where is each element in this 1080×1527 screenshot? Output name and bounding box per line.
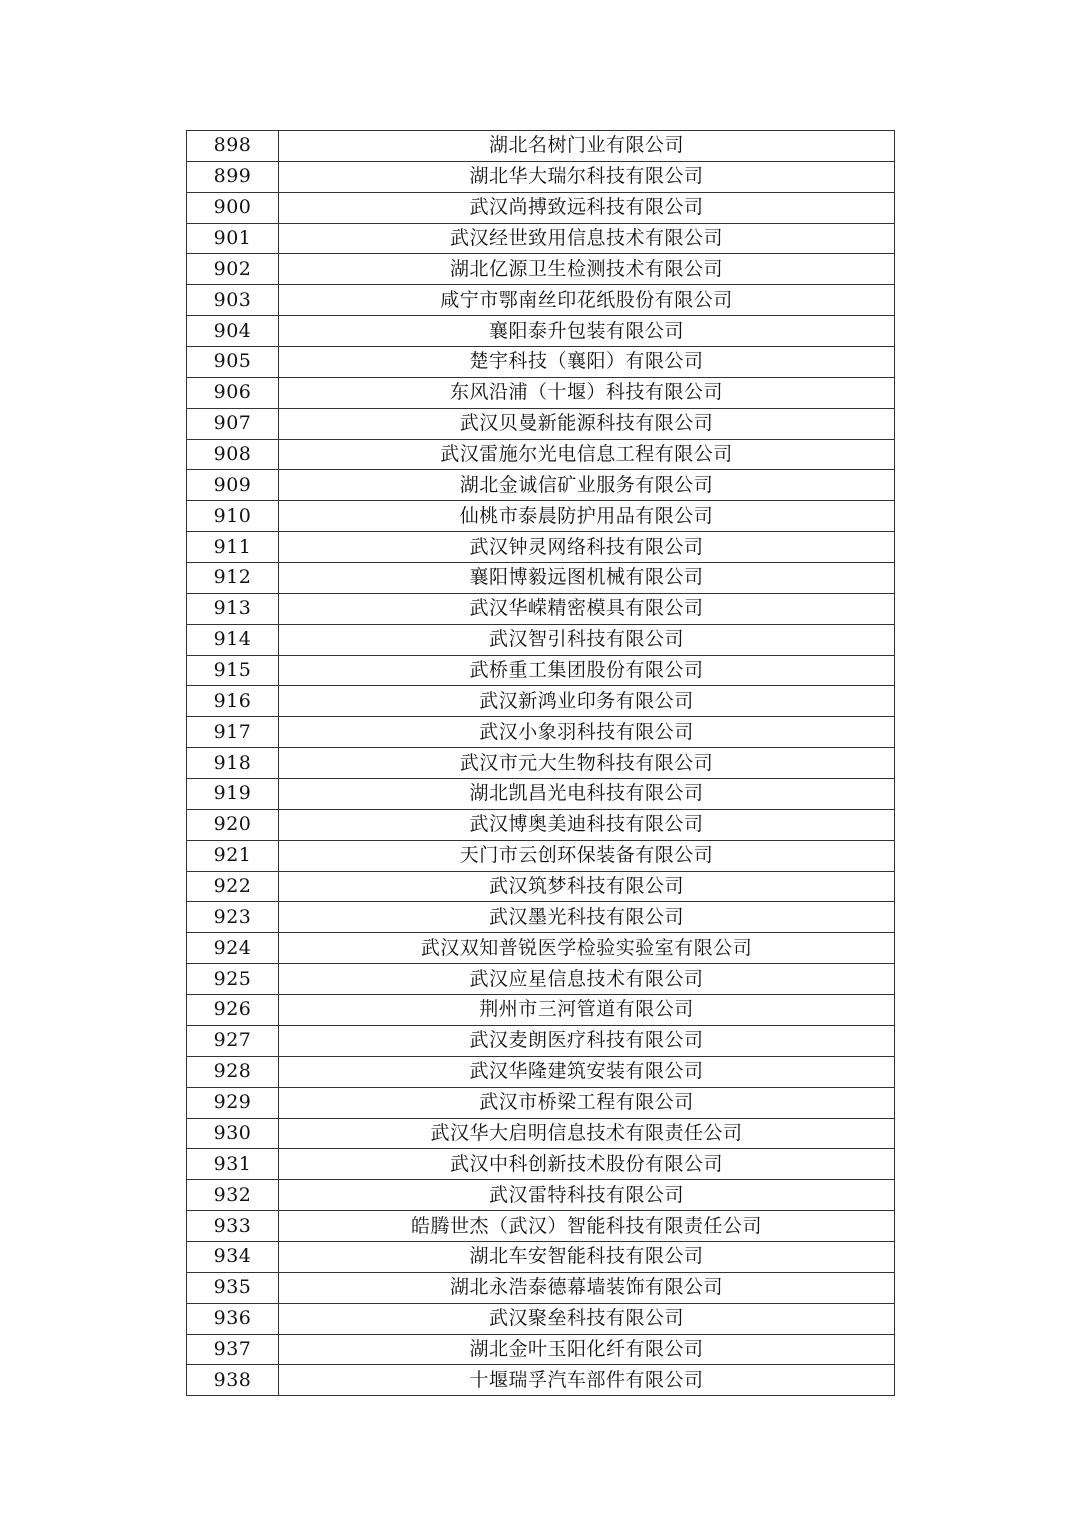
table-row xyxy=(187,902,895,933)
company-name-cell: 仙桃市泰晨防护用品有限公司 xyxy=(279,501,895,532)
company-name-cell: 武桥重工集团股份有限公司 xyxy=(279,655,895,686)
row-number-cell: 927 xyxy=(187,1025,279,1056)
company-name-cell: 武汉华嵘精密模具有限公司 xyxy=(279,593,895,624)
row-number-cell: 917 xyxy=(187,717,279,748)
row-number-cell: 899 xyxy=(187,161,279,192)
row-number-cell: 905 xyxy=(187,347,279,378)
company-name-cell: 襄阳泰升包装有限公司 xyxy=(279,316,895,347)
row-number-cell: 935 xyxy=(187,1272,279,1303)
company-name-cell: 武汉雷特科技有限公司 xyxy=(279,1180,895,1211)
table-row xyxy=(187,748,895,779)
row-number-cell: 925 xyxy=(187,964,279,995)
table-row xyxy=(187,1303,895,1334)
company-name-cell: 武汉中科创新技术股份有限公司 xyxy=(279,1149,895,1180)
company-name-cell: 咸宁市鄂南丝印花纸股份有限公司 xyxy=(279,285,895,316)
table-row xyxy=(187,223,895,254)
row-number-cell: 918 xyxy=(187,748,279,779)
company-name-cell: 武汉雷施尔光电信息工程有限公司 xyxy=(279,439,895,470)
row-number-cell: 930 xyxy=(187,1118,279,1149)
company-name-cell: 武汉市元大生物科技有限公司 xyxy=(279,748,895,779)
company-name-cell: 湖北亿源卫生检测技术有限公司 xyxy=(279,254,895,285)
row-number-cell: 936 xyxy=(187,1303,279,1334)
row-number-cell: 919 xyxy=(187,779,279,810)
company-name-cell: 武汉经世致用信息技术有限公司 xyxy=(279,223,895,254)
table-row xyxy=(187,563,895,594)
table-row xyxy=(187,161,895,192)
row-number-cell: 909 xyxy=(187,470,279,501)
company-name-cell: 湖北金叶玉阳化纤有限公司 xyxy=(279,1334,895,1365)
row-number-cell: 922 xyxy=(187,871,279,902)
row-number-cell: 921 xyxy=(187,840,279,871)
row-number-cell: 923 xyxy=(187,902,279,933)
company-name-cell: 武汉小象羽科技有限公司 xyxy=(279,717,895,748)
row-number-cell: 906 xyxy=(187,377,279,408)
company-name-cell: 武汉双知普锐医学检验实验室有限公司 xyxy=(279,933,895,964)
row-number-cell: 911 xyxy=(187,532,279,563)
table-row xyxy=(187,470,895,501)
company-name-cell: 武汉筑梦科技有限公司 xyxy=(279,871,895,902)
company-name-cell: 武汉墨光科技有限公司 xyxy=(279,902,895,933)
table-row xyxy=(187,501,895,532)
company-name-cell: 武汉华大启明信息技术有限责任公司 xyxy=(279,1118,895,1149)
row-number-cell: 932 xyxy=(187,1180,279,1211)
company-name-cell: 湖北车安智能科技有限公司 xyxy=(279,1241,895,1272)
table-row xyxy=(187,840,895,871)
table-row xyxy=(187,809,895,840)
table-row xyxy=(187,1241,895,1272)
company-name-cell: 武汉尚搏致远科技有限公司 xyxy=(279,192,895,223)
company-name-cell: 襄阳博毅远图机械有限公司 xyxy=(279,563,895,594)
table-row xyxy=(187,995,895,1026)
table-row xyxy=(187,192,895,223)
row-number-cell: 924 xyxy=(187,933,279,964)
company-name-cell: 东风沿浦（十堰）科技有限公司 xyxy=(279,377,895,408)
table-row xyxy=(187,593,895,624)
company-name-cell: 楚宇科技（襄阳）有限公司 xyxy=(279,347,895,378)
table-row xyxy=(187,1087,895,1118)
row-number-cell: 928 xyxy=(187,1056,279,1087)
row-number-cell: 907 xyxy=(187,408,279,439)
row-number-cell: 901 xyxy=(187,223,279,254)
row-number-cell: 903 xyxy=(187,285,279,316)
company-list-body xyxy=(187,131,895,1396)
row-number-cell: 916 xyxy=(187,686,279,717)
company-name-cell: 湖北凯昌光电科技有限公司 xyxy=(279,779,895,810)
table-row xyxy=(187,1272,895,1303)
row-number-cell: 937 xyxy=(187,1334,279,1365)
row-number-cell: 915 xyxy=(187,655,279,686)
row-number-cell: 912 xyxy=(187,563,279,594)
company-name-cell: 十堰瑞孚汽车部件有限公司 xyxy=(279,1365,895,1396)
company-name-cell: 武汉聚垒科技有限公司 xyxy=(279,1303,895,1334)
company-name-cell: 湖北华大瑞尔科技有限公司 xyxy=(279,161,895,192)
row-number-cell: 933 xyxy=(187,1211,279,1242)
table-row xyxy=(187,377,895,408)
table-row xyxy=(187,532,895,563)
table-row xyxy=(187,439,895,470)
table-row xyxy=(187,871,895,902)
company-name-cell: 武汉钟灵网络科技有限公司 xyxy=(279,532,895,563)
row-number-cell: 904 xyxy=(187,316,279,347)
table-row xyxy=(187,316,895,347)
company-name-cell: 武汉贝曼新能源科技有限公司 xyxy=(279,408,895,439)
company-list-table xyxy=(186,130,895,1396)
table-row xyxy=(187,1025,895,1056)
row-number-cell: 902 xyxy=(187,254,279,285)
table-row xyxy=(187,655,895,686)
row-number-cell: 929 xyxy=(187,1087,279,1118)
row-number-cell: 934 xyxy=(187,1241,279,1272)
company-name-cell: 天门市云创环保装备有限公司 xyxy=(279,840,895,871)
row-number-cell: 910 xyxy=(187,501,279,532)
table-row xyxy=(187,285,895,316)
table-row xyxy=(187,933,895,964)
table-row xyxy=(187,717,895,748)
company-name-cell: 武汉市桥梁工程有限公司 xyxy=(279,1087,895,1118)
table-row xyxy=(187,686,895,717)
company-name-cell: 皓腾世杰（武汉）智能科技有限责任公司 xyxy=(279,1211,895,1242)
table-row xyxy=(187,254,895,285)
table-row xyxy=(187,1334,895,1365)
table-row xyxy=(187,1365,895,1396)
row-number-cell: 913 xyxy=(187,593,279,624)
table-row xyxy=(187,624,895,655)
company-name-cell: 湖北名树门业有限公司 xyxy=(279,131,895,162)
company-name-cell: 武汉应星信息技术有限公司 xyxy=(279,964,895,995)
company-name-cell: 武汉博奥美迪科技有限公司 xyxy=(279,809,895,840)
row-number-cell: 898 xyxy=(187,131,279,162)
company-name-cell: 武汉新鸿业印务有限公司 xyxy=(279,686,895,717)
table-row xyxy=(187,964,895,995)
table-row xyxy=(187,1180,895,1211)
row-number-cell: 908 xyxy=(187,439,279,470)
table-row xyxy=(187,779,895,810)
row-number-cell: 900 xyxy=(187,192,279,223)
row-number-cell: 926 xyxy=(187,995,279,1026)
table-row xyxy=(187,1149,895,1180)
row-number-cell: 938 xyxy=(187,1365,279,1396)
table-row xyxy=(187,347,895,378)
row-number-cell: 914 xyxy=(187,624,279,655)
row-number-cell: 920 xyxy=(187,809,279,840)
company-name-cell: 湖北永浩泰德幕墙装饰有限公司 xyxy=(279,1272,895,1303)
company-name-cell: 荆州市三河管道有限公司 xyxy=(279,995,895,1026)
company-name-cell: 武汉智引科技有限公司 xyxy=(279,624,895,655)
table-row xyxy=(187,1056,895,1087)
company-name-cell: 武汉麦朗医疗科技有限公司 xyxy=(279,1025,895,1056)
company-name-cell: 湖北金诚信矿业服务有限公司 xyxy=(279,470,895,501)
table-row xyxy=(187,408,895,439)
table-row xyxy=(187,1118,895,1149)
row-number-cell: 931 xyxy=(187,1149,279,1180)
table-row xyxy=(187,1211,895,1242)
table-row xyxy=(187,131,895,162)
company-name-cell: 武汉华隆建筑安装有限公司 xyxy=(279,1056,895,1087)
